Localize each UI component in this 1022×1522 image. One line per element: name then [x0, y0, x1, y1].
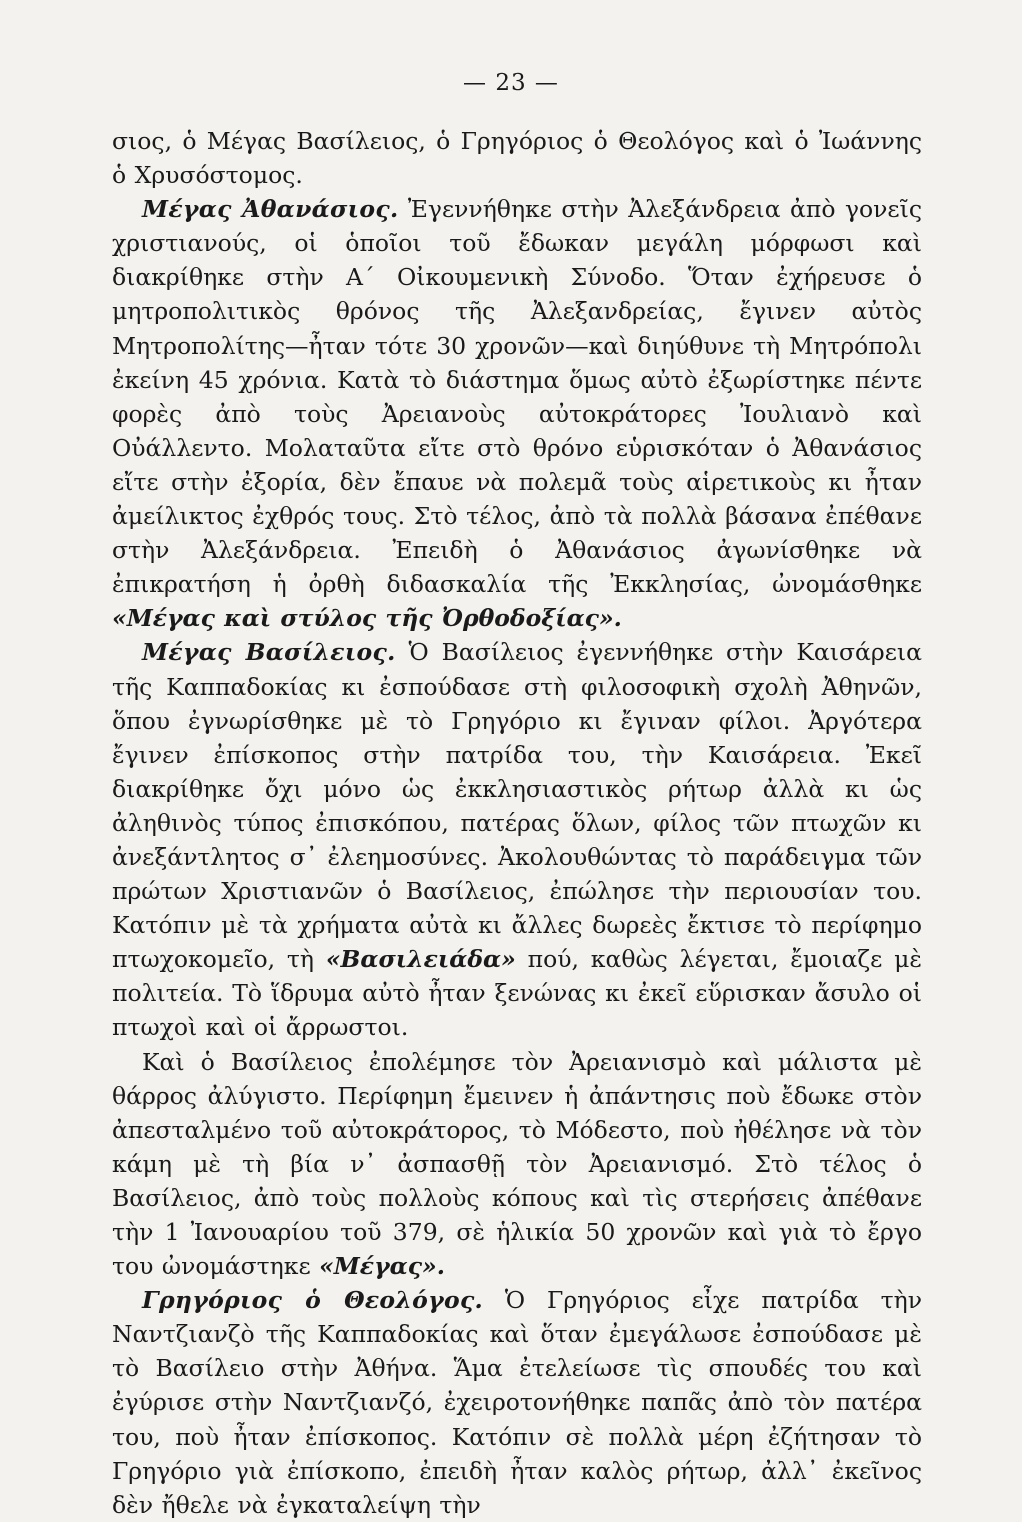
text-run: Ὁ Βασίλειος ἐγεννήθηκε στὴν Καισάρεια τῆς Καππαδοκίας κι ἐσπούδασε στὴ φιλοσοφικὴ σχολὴ Ἀθηνῶν, ὅπου ἐγνωρίσθηκε μὲ τὸ Γρηγόριο κι ἔγιναν φίλοι. Ἀργότερα ἔγινεν ἐπίσκοπος στὴν πατρίδα του, τὴν Καισάρεια. Ἐκεῖ διακρίθηκε ὄχι μόνο ὡς ἐκκλησιαστικὸς ρήτωρ ἀλλὰ κι ὡς ἀληθινὸς τύπος ἐπισκόπου, πατέρας ὅλων, φίλος τῶν πτωχῶν κι ἀνεξάντλητος σ᾿ ἐλεημοσύνες. Ἀκολουθώντας τὸ παράδειγμα τῶν πρώτων Χριστιανῶν ὁ Βασίλειος, ἐπώλησε τὴν περιουσίαν του. Κατόπιν μὲ τὰ χρήματα αὐτὰ κι ἄλλες δωρεὲς ἔκτισε τὸ περίφημο πτωχοκομεῖο, τὴ [112, 638, 922, 974]
emphasis-text: «Μέγας». [319, 1252, 445, 1281]
body-text [112, 124, 922, 1522]
section-heading: Γρηγόριος ὁ Θεολόγος. [142, 1286, 484, 1315]
text-run: σιος, ὁ Μέγας Βασίλειος, ὁ Γρηγόριος ὁ Θεολόγος καὶ ὁ Ἰωάννης ὁ Χρυσόστομος. [112, 127, 922, 190]
text-run: Καὶ ὁ Βασίλειος ἐπολέμησε τὸν Ἀρειανισμὸ καὶ μάλιστα μὲ θάρρος ἀλύγιστο. Περίφημη ἔμεινεν ἡ ἀπάντησις ποὺ ἔδωκε στὸν ἀπεσταλμένο τοῦ αὐτοκράτορος, τὸ Μόδεστο, ποὺ ἠθέλησε νὰ τὸν κάμη μὲ τὴ βία ν᾿ ἀσπασθῇ τὸν Ἀρειανισμό. Στὸ τέλος ὁ Βασίλειος, ἀπὸ τοὺς πολλοὺς κόπους καὶ τὶς στερήσεις ἀπέθανε τὴν 1 Ἰανουαρίου τοῦ 379, σὲ ἡλικία 50 χρονῶν καὶ γιὰ τὸ ἔργο του ὠνομάστηκε [112, 1047, 922, 1281]
paragraph-basil-arianism [112, 1045, 922, 1284]
section-heading: Μέγας Ἀθανάσιος. [142, 195, 399, 224]
emphasis-text: «Βασιλειάδα» [325, 945, 516, 974]
section-heading: Μέγας Βασίλειος. [142, 638, 396, 667]
text-run: Ὁ Γρηγόριος εἶχε πατρίδα τὴν Ναντζιανζὸ τῆς Καππαδοκίας καὶ ὅταν ἐμεγάλωσε ἐσπούδασε μὲ τὸ Βασίλειο στὴν Ἀθήνα. Ἅμα ἐτελείωσε τὶς σπουδές του καὶ ἐγύρισε στὴν Ναντζιανζό, ἐχειροτονήθηκε παπᾶς ἀπὸ τὸν πατέρα του, ποὺ ἦταν ἐπίσκοπος. Κατόπιν σὲ πολλὰ μέρη ἐζήτησαν τὸ Γρηγόριο γιὰ ἐπίσκοπο, ἐπειδὴ ἦταν καλὸς ρήτωρ, ἀλλ᾿ ἐκεῖνος δὲν ἤθελε νὰ ἐγκαταλείψη τὴν [112, 1286, 922, 1519]
paragraph-basil [112, 635, 922, 1044]
paragraph-gregory [112, 1283, 922, 1522]
page-number: — 23 — [463, 70, 559, 96]
text-run: Ἐγεννήθηκε στὴν Ἀλεξάνδρεια ἀπὸ γονεῖς χριστιανούς, οἱ ὁποῖοι τοῦ ἔδωκαν μεγάλη μόρφωσι καὶ διακρίθηκε στὴν Α΄ Οἰκουμενικὴ Σύνοδο. Ὅταν ἐχήρευσε ὁ μητροπολιτικὸς θρόνος τῆς Ἀλεξανδρείας, ἔγινεν αὐτὸς Μητροπολίτης—ἦταν τότε 30 χρονῶν—καὶ διηύθυνε τὴ Μητρόπολι ἐκείνη 45 χρόνια. Κατὰ τὸ διάστημα ὅμως αὐτὸ ἐξωρίστηκε πέντε φορὲς ἀπὸ τοὺς Ἀρειανοὺς αὐτοκράτορες Ἰουλιανὸ καὶ Οὐάλλεντο. Μολαταῦτα εἴτε στὸ θρόνο εὑρισκόταν ὁ Ἀθανάσιος εἴτε στὴν ἐξορία, δὲν ἔπαυε νὰ πολεμᾶ τοὺς αἱρετικοὺς κι ἦταν ἀμείλικτος ἐχθρός τους. Στὸ τέλος, ἀπὸ τὰ πολλὰ βάσανα ἐπέθανε στὴν Ἀλεξάνδρεια. Ἐπειδὴ ὁ Ἀθανάσιος ἀγωνίσθηκε νὰ ἐπικρατήση ἡ ὀρθὴ διδασκαλία τῆς Ἐκκλησίας, ὠνομάσθηκε [112, 195, 922, 599]
text-run: πού, καθὼς λέγεται, ἔμοιαζε μὲ πολιτεία. Τὸ ἵδρυμα αὐτὸ ἦταν ξενώνας κι ἐκεῖ εὕρισκαν ἄσυλο οἱ πτωχοὶ καὶ οἱ ἄρρωστοι. [112, 945, 922, 1042]
emphasis-text: «Μέγας καὶ στύλος τῆς Ὀρθοδοξίας». [112, 604, 622, 633]
paragraph-athanasios [112, 192, 922, 635]
paragraph-continuation [112, 124, 922, 192]
